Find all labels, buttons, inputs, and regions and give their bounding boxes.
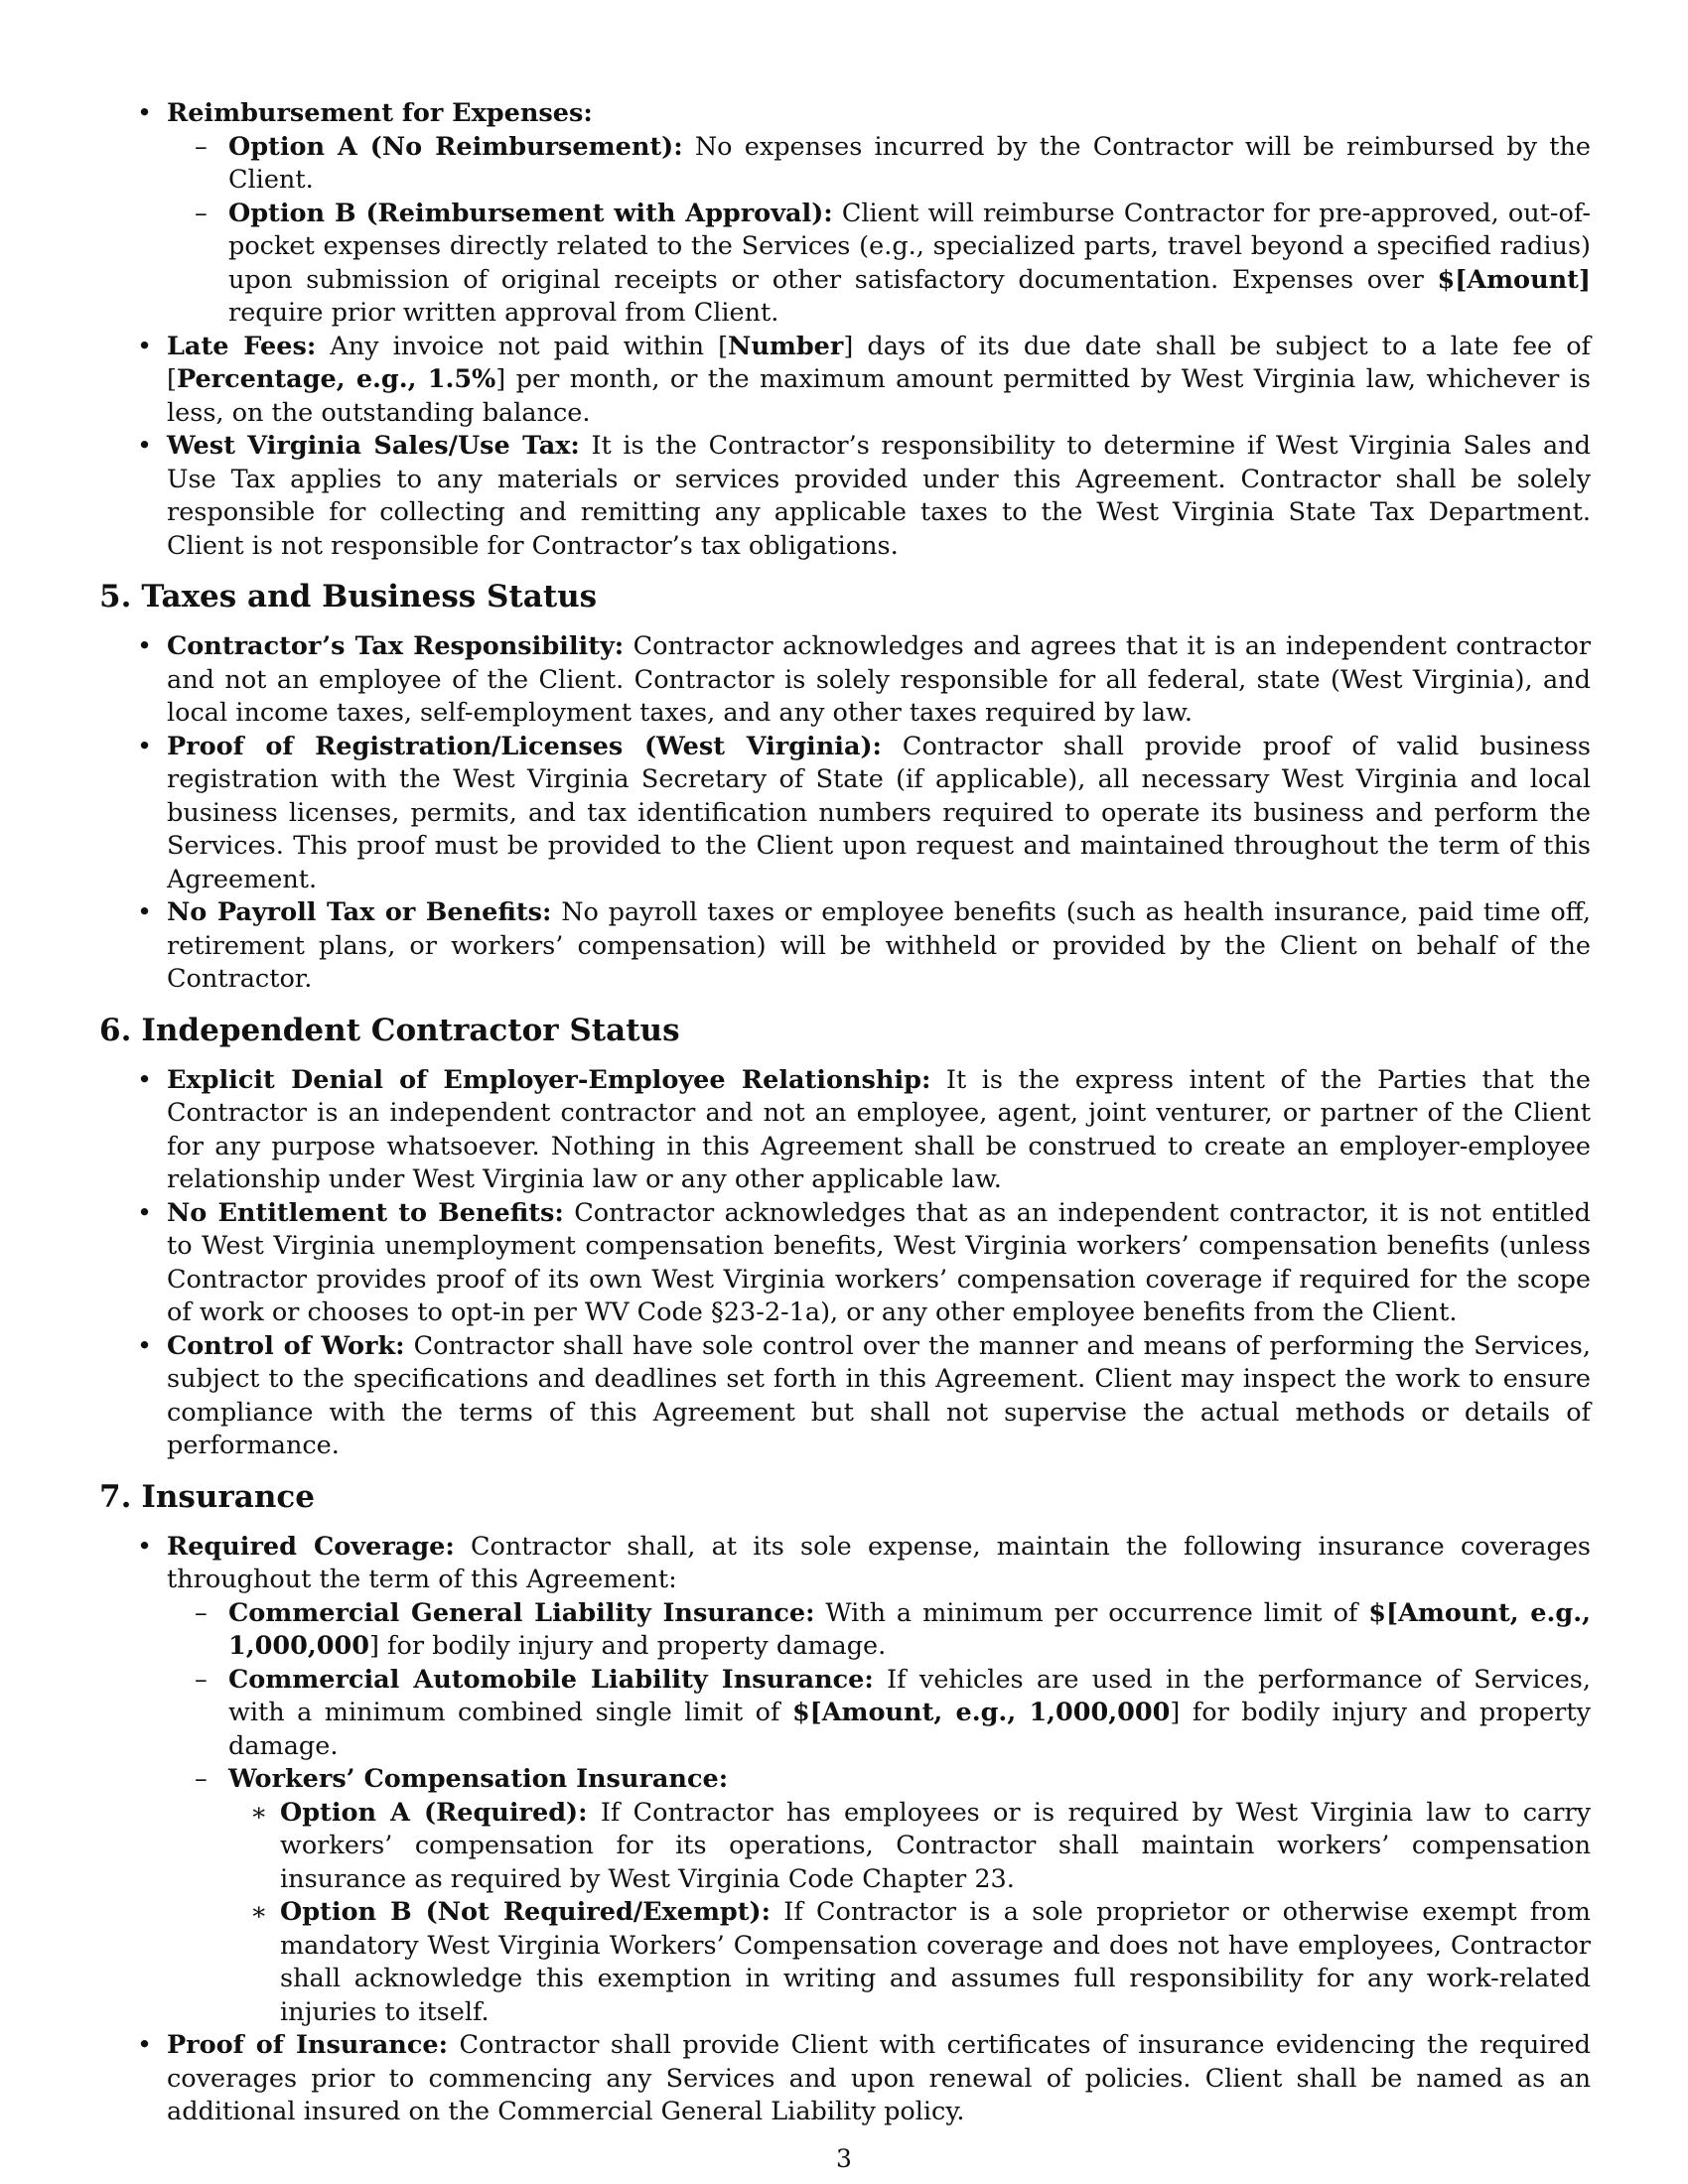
item-label: Commercial General Liability Insurance: <box>228 1597 815 1628</box>
item-label: Option A (Required): <box>280 1797 588 1828</box>
bullet-icon: • <box>137 1064 153 1095</box>
list-item <box>167 1597 1591 1664</box>
item-label: Contractor’s Tax Responsibility: <box>167 631 625 661</box>
list-item <box>167 198 1591 331</box>
bullet-icon: • <box>137 631 153 661</box>
item-text: If Contractor has employees or is required by West Virginia law to carry workers’ compensation for its operations, Contractor shall maintain workers’ compensation insurance as required by West Virginia Code Chapter 23. <box>280 1797 1591 1894</box>
asterisk-icon: ∗ <box>250 1797 268 1828</box>
item-label: West Virginia Sales/Use Tax: <box>167 431 580 461</box>
section-number: 5. <box>99 579 132 614</box>
list-item <box>99 731 1591 897</box>
dash-icon: – <box>195 131 208 162</box>
item-text: require prior written approval from Client. <box>228 298 779 328</box>
dash-icon: – <box>195 1664 208 1695</box>
item-label: Reimbursement for Expenses: <box>167 98 593 128</box>
bullet-icon: • <box>137 1197 153 1228</box>
dash-icon: – <box>195 198 208 228</box>
list-item <box>167 1763 1591 2029</box>
list-item <box>99 1197 1591 1330</box>
bullet-icon: • <box>137 731 153 761</box>
section-7-heading <box>99 1463 1591 1531</box>
percentage-placeholder: Percentage, e.g., 1.5% <box>176 364 496 394</box>
dash-icon: – <box>195 1764 208 1794</box>
item-text: If Contractor is a sole proprietor or otherwise exempt from mandatory West Virginia Workers’ Compensation coverage and does not have employees, Contractor shall acknowledge this exemption in writing and assumes full responsibility for any work-related injuries to itself. <box>280 1897 1591 2027</box>
section-5-list <box>99 630 1591 997</box>
section-number: 7. <box>99 1478 132 1515</box>
item-label: Control of Work: <box>167 1330 405 1361</box>
list-item <box>228 1797 1591 1897</box>
bullet-icon: • <box>137 897 153 927</box>
item-label: Late Fees: <box>167 331 317 361</box>
list-item <box>167 131 1591 198</box>
page-number: 3 <box>836 2144 852 2173</box>
asterisk-icon: ∗ <box>250 1897 268 1927</box>
item-text: No expenses incurred by the Contractor will be reimbursed by the Client. <box>228 131 1591 195</box>
sub-sub-list <box>228 1797 1591 2030</box>
item-label: Proof of Insurance: <box>167 2030 449 2060</box>
bullet-icon: • <box>137 1330 153 1361</box>
item-label: No Payroll Tax or Benefits: <box>167 897 552 927</box>
bullet-icon: • <box>137 331 153 361</box>
item-text: Contractor shall provide Client with certificates of insurance evidencing the required coverages prior to commencing any Services and upon renewal of policies. Client shall be named as an additional insured on the Commercial General Liability policy. <box>167 2030 1592 2126</box>
item-text: Contractor acknowledges and agrees that it is an independent contractor and not an employee of the Client. Contractor is solely responsible for all federal, state (West Virginia), and local income taxes, self-employment taxes, and any other taxes required by law. <box>167 631 1592 728</box>
item-label: Option A (No Reimbursement): <box>228 131 683 162</box>
list-item <box>99 630 1591 731</box>
item-label: Proof of Registration/Licenses (West Virginia): <box>167 731 882 761</box>
amount-placeholder: $[Amount, e.g., 1,000,000 <box>228 1597 1591 1661</box>
item-label: Required Coverage: <box>167 1531 455 1562</box>
item-text: ] per month, or the maximum amount permitted by West Virginia law, whichever is less, on the outstanding balance. <box>167 364 1591 428</box>
item-text: ] for bodily injury and property damage. <box>228 1698 1592 1761</box>
item-label: Explicit Denial of Employer-Employee Relationship: <box>167 1064 931 1095</box>
item-text: Contractor shall have sole control over the manner and means of performing the Services, subject to the specifications and deadlines set forth in this Agreement. Client may inspect the work to ensure compliance with the terms of this Agreement but shall not supervise the actual methods or details of performance. <box>167 1330 1591 1460</box>
list-item <box>99 1330 1591 1463</box>
list-item <box>99 331 1591 431</box>
item-text: With a minimum per occurrence limit of <box>814 1597 1369 1628</box>
section-5-heading <box>99 563 1591 630</box>
number-placeholder: Number <box>728 331 844 361</box>
item-text: Contractor shall provide proof of valid business registration with the West Virginia Secretary of State (if applicable), all necessary West Virginia and local business licenses, permits, and tax identification numbers required to operate its business and perform the Services. This proof must be provided to the Client upon request and maintained throughout the term of this Agreement. <box>167 731 1592 894</box>
section-title: Insurance <box>141 1478 315 1515</box>
item-text: If vehicles are used in the performance of Services, with a minimum combined single limit of <box>228 1664 1591 1727</box>
section-title: Independent Contractor Status <box>141 1012 680 1048</box>
section-title: Taxes and Business Status <box>141 579 598 614</box>
bullet-icon: • <box>137 98 153 128</box>
list-item <box>99 1531 1591 2030</box>
item-label: Commercial Automobile Liability Insurance: <box>228 1664 874 1695</box>
section-number: 6. <box>99 1012 132 1048</box>
list-item <box>167 1664 1591 1764</box>
list-item <box>99 97 1591 331</box>
document-page <box>99 97 1591 2129</box>
list-item <box>99 430 1591 563</box>
item-text: It is the express intent of the Parties that the Contractor is an independent contractor and not an employee, agent, joint venturer, or partner of the Client for any purpose whatsoever. Nothing in this Agreement shall be construed to create an employer-employee relationship under West Virginia law or any other applicable law. <box>167 1064 1591 1194</box>
item-text: Contractor acknowledges that as an independent contractor, it is not entitled to West Virginia unemployment compensation benefits, West Virginia workers’ compensation benefits (unless Contractor provides proof of its own West Virginia workers’ compensation coverage if required for the scope of work or chooses to opt-in per WV Code §23-2-1a), or any other employee benefits from the Client. <box>167 1197 1591 1327</box>
item-text: Any invoice not paid within [ <box>316 331 729 361</box>
dash-icon: – <box>195 1597 208 1628</box>
list-item <box>228 1896 1591 2029</box>
item-text: No payroll taxes or employee benefits (such as health insurance, paid time off, retirement plans, or workers’ compensation) will be withheld or provided by the Client on behalf of the Contractor. <box>167 897 1591 994</box>
section-6-heading <box>99 997 1591 1064</box>
item-text: Contractor shall, at its sole expense, maintain the following insurance coverages throughout the term of this Agreement: <box>167 1531 1591 1594</box>
item-text: ] days of its due date shall be subject to a late fee of [ <box>167 331 1591 394</box>
sub-list <box>167 1597 1591 2030</box>
item-label: No Entitlement to Benefits: <box>167 1197 564 1228</box>
item-text: ] for bodily injury and property damage. <box>368 1631 887 1661</box>
sub-list <box>167 131 1591 331</box>
bullet-icon: • <box>137 2030 153 2060</box>
section-6-list <box>99 1064 1591 1463</box>
item-text: Client will reimburse Contractor for pre-approved, out-of-pocket expenses directly related to the Services (e.g., specialized parts, travel beyond a specified radius) upon submission of original receipts or other satisfactory documentation. Expenses over <box>228 198 1591 295</box>
amount-placeholder: $[Amount] <box>1437 264 1591 295</box>
bullet-icon: • <box>137 1531 153 1562</box>
item-label: Option B (Reimbursement with Approval): <box>228 198 833 228</box>
section-4-list <box>99 97 1591 563</box>
item-label: Workers’ Compensation Insurance: <box>228 1764 729 1794</box>
bullet-icon: • <box>137 431 153 461</box>
amount-placeholder: $[Amount, e.g., 1,000,000 <box>791 1698 1171 1727</box>
item-label: Option B (Not Required/Exempt): <box>280 1897 772 1927</box>
list-item <box>99 896 1591 997</box>
list-item <box>99 1064 1591 1197</box>
list-item <box>99 2029 1591 2129</box>
section-7-list <box>99 1531 1591 2129</box>
item-text: It is the Contractor’s responsibility to determine if West Virginia Sales and Use Tax applies to any materials or services provided under this Agreement. Contractor shall be solely responsible for collecting and remitting any applicable taxes to the West Virginia State Tax Department. Client is not responsible for Contractor’s tax obligations. <box>167 431 1591 561</box>
